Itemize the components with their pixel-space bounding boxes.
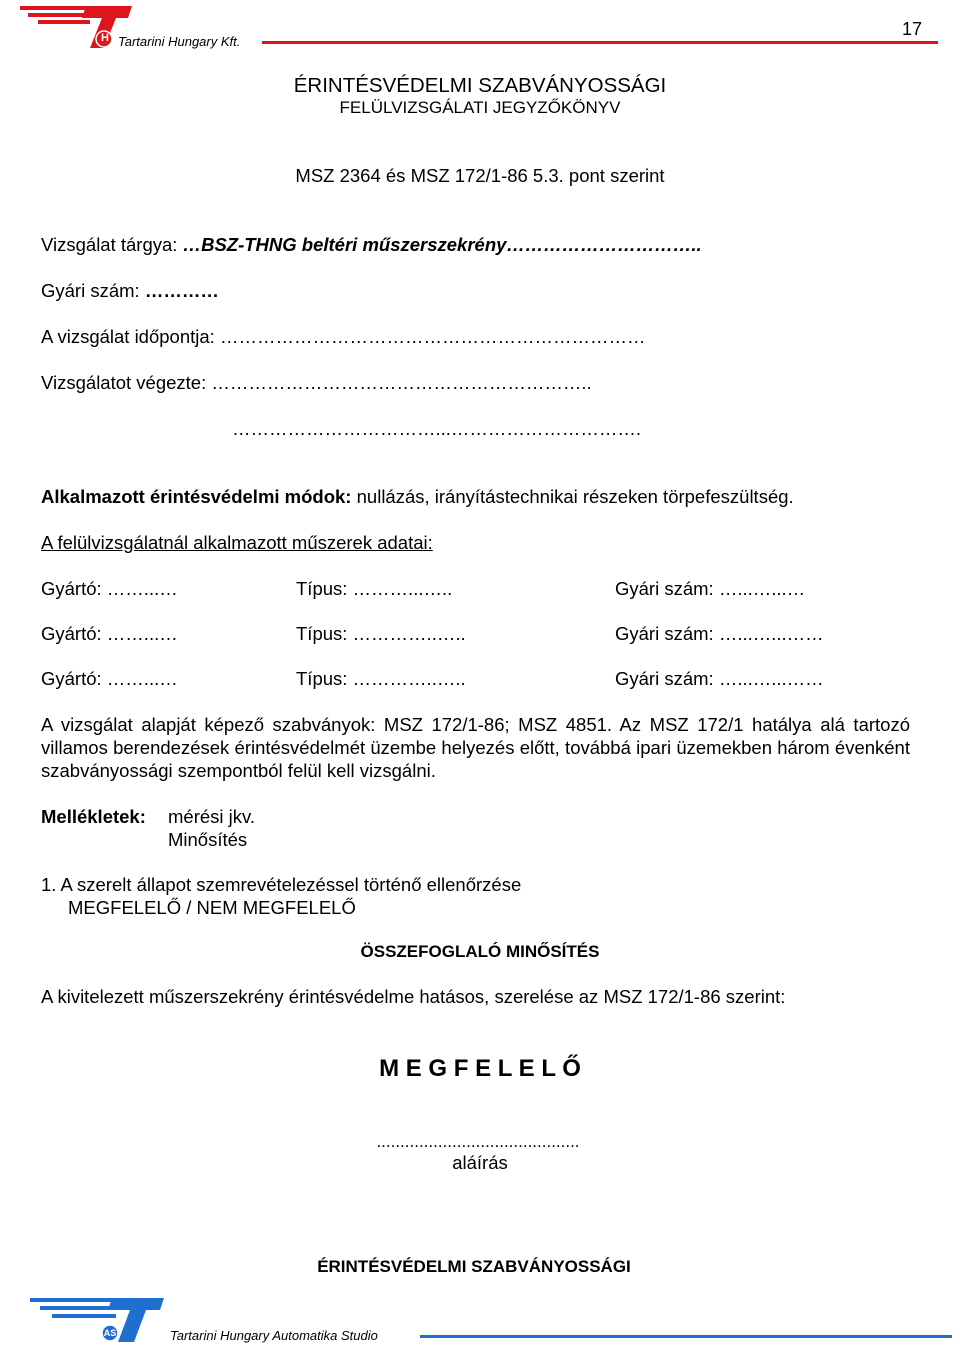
- serial-field: [41, 280, 219, 302]
- instrument-row-3-type: Típus: …………..…..: [296, 668, 466, 689]
- footer-title: ÉRINTÉSVÉDELMI SZABVÁNYOSSÁGI: [317, 1257, 631, 1276]
- standard-reference: MSZ 2364 és MSZ 172/1-86 5.3. pont szerint: [295, 165, 665, 186]
- inspector-label: Vizsgálatot végezte:: [41, 372, 207, 393]
- header: [0, 0, 960, 52]
- footer: [0, 1290, 960, 1345]
- date-label: A vizsgálat időpontja:: [41, 326, 215, 347]
- summary-heading: ÖSSZEFOGLALÓ MINŐSÍTÉS: [360, 942, 600, 961]
- serial-label: Gyári szám:: [41, 280, 140, 301]
- title-line-1: ÉRINTÉSVÉDELMI SZABVÁNYOSSÁGI: [293, 74, 667, 97]
- page-number: 17: [902, 19, 923, 39]
- protection-methods: [41, 486, 794, 508]
- instrument-row-2-maker: Gyártó: ……...…: [41, 623, 178, 644]
- instruments-heading: A felülvizsgálatnál alkalmazott műszerek adatai:: [41, 532, 433, 553]
- inspector-field: [41, 372, 592, 394]
- footer-company-name: Tartarini Hungary Automatika Studio: [170, 1328, 378, 1343]
- date-field: [41, 326, 645, 348]
- signature-line: ...........................................: [376, 1132, 580, 1151]
- header-rule: [262, 41, 938, 44]
- instrument-row-1-serial: Gyári szám: …...…...…: [615, 578, 806, 599]
- subject-value: …BSZ-THNG beltéri műszerszekrény…………………………..: [182, 234, 702, 255]
- visual-check-line: 1. A szerelt állapot szemrevételezéssel történő ellenőrzése: [41, 874, 522, 895]
- instrument-row-3-serial: Gyári szám: …...…...……: [615, 668, 824, 689]
- standards-paragraph: A vizsgálat alapját képező szabványok: MSZ 172/1-86; MSZ 4851. Az MSZ 172/1 hatálya alá tartozó villamos berendezések érintésvédelmét üzembe helyezés előtt, továbbá ipari üzemekben három évenként szabványossági szempontból felül kell vizsgálni.: [41, 714, 910, 781]
- instrument-row-1-type: Típus: ………...…..: [296, 578, 453, 599]
- automatika-studio-logo-icon: [30, 1292, 164, 1344]
- inspector-value: ……………………………………………………..: [211, 372, 592, 393]
- inspector-value-line-2: ……………………………...………………………….: [232, 418, 642, 439]
- summary-verdict: M E G F E L E L Ő: [379, 1055, 581, 1082]
- instrument-row-3-maker: Gyártó: ……...…: [41, 668, 178, 689]
- footer-rule: [420, 1335, 952, 1338]
- tartarini-logo-icon: [20, 2, 132, 50]
- attachment-item-1: mérési jkv.: [168, 806, 256, 827]
- instrument-row-2-type: Típus: …………..…..: [296, 623, 466, 644]
- instrument-row-2-serial: Gyári szám: …...…...……: [615, 623, 824, 644]
- subject-label: Vizsgálat tárgya:: [41, 234, 178, 255]
- date-value: ……………………………………………………………: [219, 326, 646, 347]
- subject-field: [41, 234, 702, 256]
- signature-label: aláírás: [452, 1152, 508, 1173]
- header-logo-badge: H: [101, 32, 109, 44]
- title-line-2: FELÜLVIZSGÁLATI JEGYZŐKÖNYV: [339, 98, 621, 117]
- instrument-row-1-maker: Gyártó: ……...…: [41, 578, 178, 599]
- attachments-label: Mellékletek:: [41, 806, 146, 827]
- protection-value: nullázás, irányítástechnikai részeken törpefeszültség.: [356, 486, 794, 507]
- serial-value: …………: [144, 280, 219, 301]
- header-company-name: Tartarini Hungary Kft.: [118, 34, 241, 49]
- attachment-item-2: Minősítés: [168, 829, 248, 850]
- visual-check-result: MEGFELELŐ / NEM MEGFELELŐ: [68, 897, 356, 918]
- protection-label: Alkalmazott érintésvédelmi módok:: [41, 486, 352, 507]
- summary-text: A kivitelezett műszerszekrény érintésvédelme hatásos, szerelése az MSZ 172/1-86 szerint:: [41, 986, 786, 1007]
- footer-logo-badge: AS: [103, 1328, 117, 1338]
